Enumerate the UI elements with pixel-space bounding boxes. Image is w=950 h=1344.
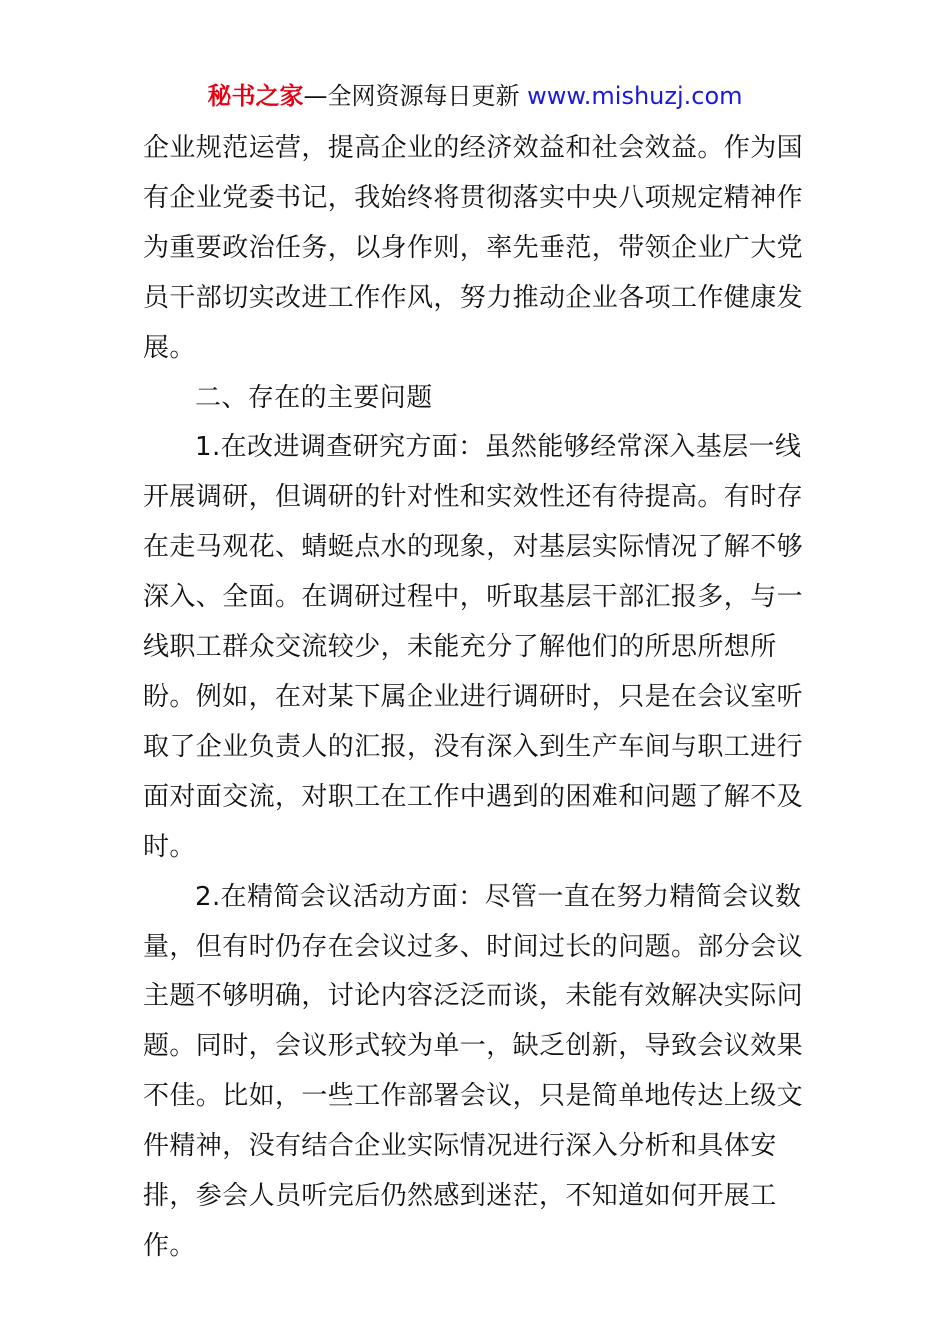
site-tagline: —全网资源每日更新 <box>303 82 528 110</box>
site-brand: 秘书之家 <box>207 82 304 110</box>
site-header <box>0 78 950 114</box>
section-heading-main-problems: 二、存在的主要问题 <box>195 382 433 413</box>
paragraph-continued-intro: 企业规范运营，提高企业的经济效益和社会效益。作为国有企业党委书记，我始终将贯彻落实中央八项规定精神作为重要政治任务，以身作则，率先垂范，带领企业广大党员干部切实改进工作作风，努力推动企业各项工作健康发展。 <box>143 133 804 363</box>
paragraph-research-issue: 1.在改进调查研究方面：虽然能够经常深入基层一线开展调研，但调研的针对性和实效性还有待提高。有时存在走马观花、蜻蜓点水的现象，对基层实际情况了解不够深入、全面。在调研过程中，听取基层干部汇报多，与一线职工群众交流较少，未能充分了解他们的所思所想所盼。例如，在对某下属企业进行调研时，只是在会议室听取了企业负责人的汇报，没有深入到生产车间与职工进行面对面交流，对职工在工作中遇到的困难和问题了解不及时。 <box>143 432 804 862</box>
paragraph-meeting-issue: 2.在精简会议活动方面：尽管一直在努力精简会议数量，但有时仍存在会议过多、时间过长的问题。部分会议主题不够明确，讨论内容泛泛而谈，未能有效解决实际问题。同时，会议形式较为单一，缺乏创新，导致会议效果不佳。比如，一些工作部署会议，只是简单地传达上级文件精神，没有结合企业实际情况进行深入分析和具体安排，参会人员听完后仍然感到迷茫，不知道如何开展工作。 <box>143 881 804 1261</box>
document-body <box>143 124 809 1272</box>
site-url-link[interactable]: www.mishuzj.com <box>527 82 743 110</box>
